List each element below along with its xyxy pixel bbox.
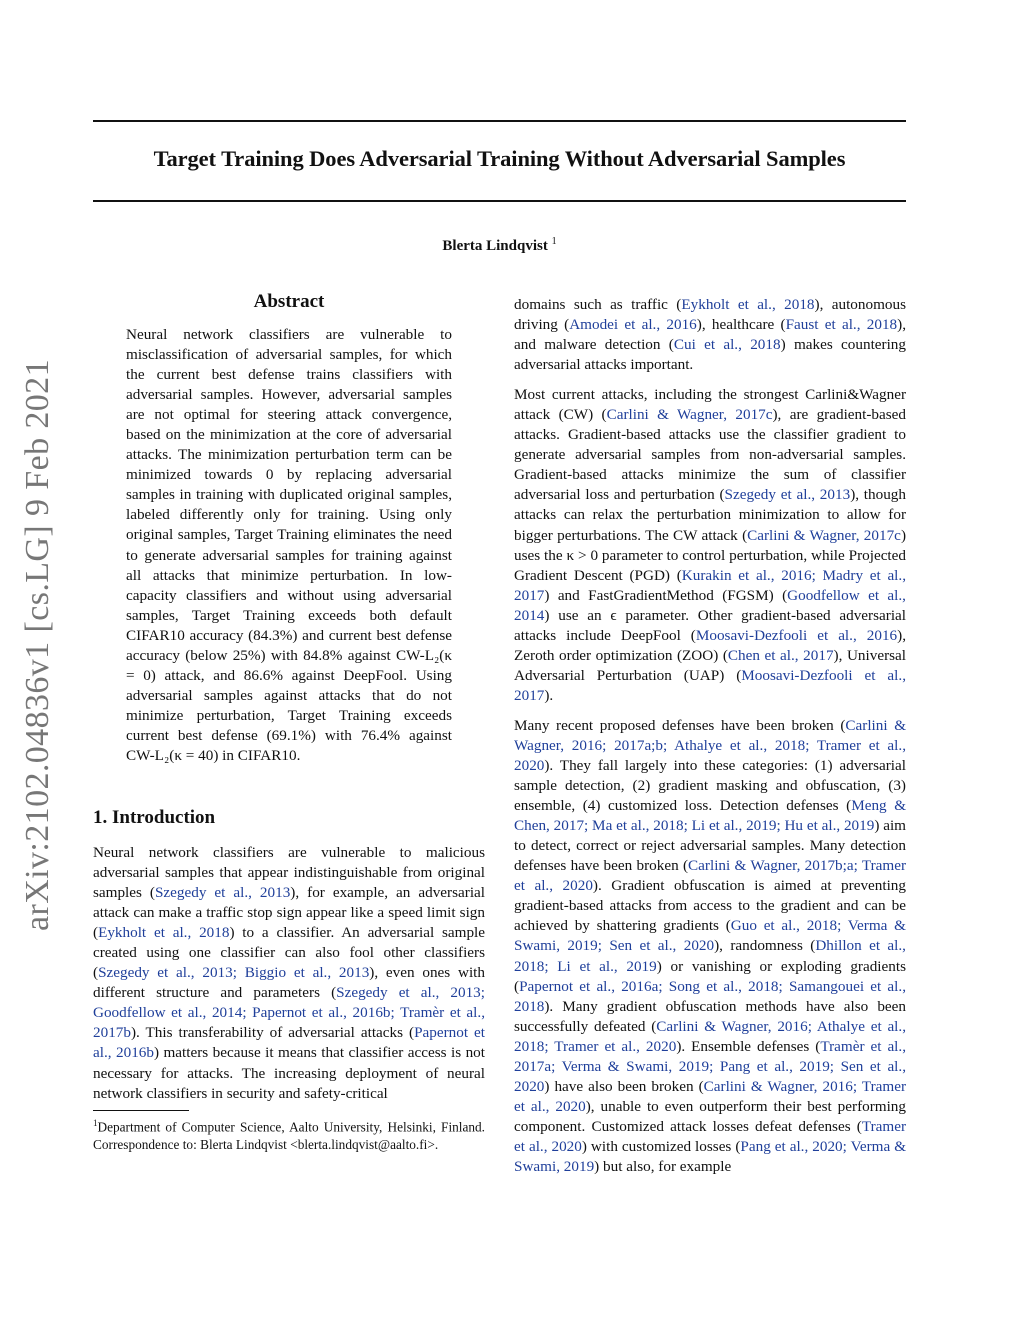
citation-link[interactable]: Pang et al., 2020; Verma & Swami, 2019: [514, 1137, 907, 1175]
citation-link[interactable]: Szegedy et al., 2013: [724, 486, 851, 504]
intro-text-run: ). This transferability of adversarial attacks (: [130, 1024, 415, 1042]
abstract-text: Neural network classifiers are vulnerable to misclassification of adversarial samples, for which the current best defense trains classifiers with adversarial samples. However, adversarial samples are not optimal for steering attack convergence, based on the minimization at the core of adversarial attacks. The minimization perturbation term can be minimized towards 0 by replacing adversarial samples in training with duplicated original samples, labeled differently only for training. Using only original samples, Target Training eliminates the need to generate adversarial samples for training against all attacks that minimize perturbation. In low-capacity classifiers and without using adversarial samples, Target Training exceeds both default CIFAR10 accuracy (84.3%) and current best defense accuracy (below 25%) with 84.8% against CW-L₂(κ = 0) attack, and 86.6% against DeepFool. Using adversarial samples against attacks that do not minimize perturbation, Target Training exceeds current best defense (69.1%) with 76.4% against CW-L₂(κ = 40) in CIFAR10.: [126, 326, 452, 764]
citation-link[interactable]: Goodfellow et al., 2014: [514, 586, 906, 624]
top-rule: [93, 120, 906, 122]
text-run: ), are gradient-based attacks. Gradient-based attacks use the classifier gradient to generate adversarial samples from non-adversarial samples. Gradient-based attacks minimize the sum of classifier adversarial loss and perturbation (: [514, 406, 906, 504]
text-run: ) with customized losses (: [581, 1137, 741, 1155]
text-run: Many recent proposed defenses have been broken (: [514, 716, 846, 734]
citation-link[interactable]: Tramèr et al., 2017a; Verma & Swami, 2019; Pang et al., 2019; Sen et al., 2020: [514, 1037, 906, 1095]
citation-link[interactable]: Chen et al., 2017: [727, 646, 834, 664]
citation-link[interactable]: Eykholt et al., 2018: [681, 296, 815, 313]
paper-title: Target Training Does Adversarial Training Without Adversarial Samples: [153, 146, 846, 171]
right-paragraph-1: [514, 295, 906, 375]
citation-link[interactable]: Dhillon et al., 2018; Li et al., 2019: [514, 937, 906, 975]
right-column: [514, 295, 906, 1187]
footnote: [93, 1115, 485, 1153]
right-paragraph-3: [514, 716, 906, 1177]
text-run: ) have also been broken (: [544, 1077, 704, 1095]
text-run: ).: [544, 686, 554, 704]
text-run: ). Many gradient obfuscation methods have also been successfully defeated (: [514, 997, 906, 1035]
citation-link[interactable]: Amodei et al., 2016: [569, 316, 697, 334]
footnote-text: Department of Computer Science, Aalto University, Helsinki, Finland. Correspondence to: Blerta Lindqvist <blerta.lindqvist@aalto.fi>.: [93, 1119, 485, 1152]
footnote-rule: [93, 1110, 189, 1111]
text-run: ) uses the κ > 0 parameter to control perturbation, while Projected Gradient Descent (PGD) (: [514, 526, 906, 584]
text-run: ) aim to detect, correct or reject adversarial samples. Many detection defenses have been broken (: [514, 817, 906, 875]
text-run: ) but also, for example: [594, 1157, 732, 1175]
introduction-paragraph: [93, 843, 485, 1104]
citation-link[interactable]: Papernot et al., 2016b: [93, 1024, 485, 1062]
citation-link[interactable]: Carlini & Wagner, 2017c: [747, 526, 901, 544]
text-run: ). Gradient obfuscation is aimed at preventing gradient-based attacks from access to the gradient and can be achieved by shattering gradients (: [514, 877, 906, 935]
citation-link[interactable]: Szegedy et al., 2013: [154, 884, 291, 902]
text-run: ) and FastGradientMethod (FGSM) (: [544, 586, 788, 604]
intro-text-run: ) matters because it means that classifier access is not necessary for attacks. The increasing deployment of neural network classifiers in security and safety-critical: [93, 1044, 485, 1102]
intro-text-run: ), for example, an adversarial attack can make a traffic stop sign appear like a speed limit sign (: [93, 884, 485, 942]
citation-link[interactable]: Szegedy et al., 2013; Goodfellow et al., 2014; Papernot et al., 2016b; Tramèr et al., 2017b: [93, 984, 485, 1042]
author-name: Blerta Lindqvist: [442, 238, 548, 254]
introduction-heading: 1. Introduction: [93, 807, 216, 828]
text-run: ), though attacks can relax the perturbation minimization to allow for bigger perturbations. The CW attack (: [514, 486, 906, 544]
text-run: ), Zeroth order optimization (ZOO) (: [514, 626, 906, 664]
footnote-mark: 1: [93, 1118, 98, 1128]
title-bottom-rule: [93, 200, 906, 202]
citation-link[interactable]: Tramer et al., 2020: [514, 1117, 906, 1155]
intro-text-run: ), even ones with different structure and parameters (: [93, 964, 485, 1002]
right-paragraph-2: [514, 385, 906, 706]
citation-link[interactable]: Moosavi-Dezfooli et al., 2016: [695, 626, 898, 644]
text-run: ), autonomous driving (: [514, 296, 906, 334]
citation-link[interactable]: Moosavi-Dezfooli et al., 2017: [514, 666, 906, 704]
text-run: ) makes countering adversarial attacks important.: [514, 336, 906, 374]
citation-link[interactable]: Eykholt et al., 2018: [98, 924, 230, 942]
text-run: ), randomness (: [714, 937, 816, 955]
author-line: [93, 236, 906, 255]
citation-link[interactable]: Carlini & Wagner, 2016; Athalye et al., 2018; Tramer et al., 2020: [514, 1017, 906, 1055]
text-run: domains such as traffic (: [514, 296, 682, 313]
text-run: ). Ensemble defenses (: [676, 1037, 821, 1055]
citation-link[interactable]: Carlini & Wagner, 2017b;a; Tramer et al., 2020: [514, 857, 907, 895]
citation-link[interactable]: Guo et al., 2018; Verma & Swami, 2019; Sen et al., 2020: [514, 917, 906, 955]
text-run: Most current attacks, including the strongest Carlini&Wagner attack (CW) (: [514, 386, 906, 424]
text-run: ), healthcare (: [696, 316, 786, 334]
citation-link[interactable]: Szegedy et al., 2013; Biggio et al., 2013: [98, 964, 370, 982]
text-run: ) or vanishing or exploding gradients (: [514, 957, 906, 995]
citation-link[interactable]: Papernot et al., 2016a; Song et al., 2018; Samangouei et al., 2018: [514, 977, 906, 1015]
abstract-heading: Abstract: [253, 291, 325, 312]
text-run: ), Universal Adversarial Perturbation (UAP) (: [514, 646, 907, 684]
text-run: ) use an ϵ parameter. Other gradient-based adversarial attacks include DeepFool (: [514, 606, 906, 644]
citation-link[interactable]: Faust et al., 2018: [785, 316, 898, 334]
text-run: ). They fall largely into these categories: (1) adversarial sample detection, (2) gradient masking and obfuscation, (3) ensemble, (4) customized loss. Detection defenses (: [514, 757, 906, 815]
text-run: ), unable to even outperform their best performing component. Customized attack losses defeat defenses (: [514, 1097, 906, 1135]
citation-link[interactable]: Carlini & Wagner, 2017c: [606, 406, 773, 424]
author-affiliation-mark: 1: [551, 236, 557, 247]
citation-link[interactable]: Carlini & Wagner, 2016; Tramer et al., 2020: [514, 1077, 906, 1115]
citation-link[interactable]: Kurakin et al., 2016; Madry et al., 2017: [514, 566, 906, 604]
citation-link[interactable]: Cui et al., 2018: [673, 336, 781, 354]
text-run: ), and malware detection (: [514, 316, 906, 354]
arxiv-side-stamp: arXiv:2102.04836v1 [cs.LG] 9 Feb 2021: [19, 359, 56, 931]
intro-text-run: Neural network classifiers are vulnerable to malicious adversarial samples that appear indistinguishable from original samples (: [93, 844, 485, 902]
citation-link[interactable]: Meng & Chen, 2017; Ma et al., 2018; Li et al., 2019; Hu et al., 2019: [514, 797, 907, 835]
intro-text-run: ) to a classifier. An adversarial sample created using one classifier can also fool other classifiers (: [93, 924, 486, 982]
citation-link[interactable]: Carlini & Wagner, 2016; 2017a;b; Athalye et al., 2018; Tramer et al., 2020: [514, 716, 907, 775]
